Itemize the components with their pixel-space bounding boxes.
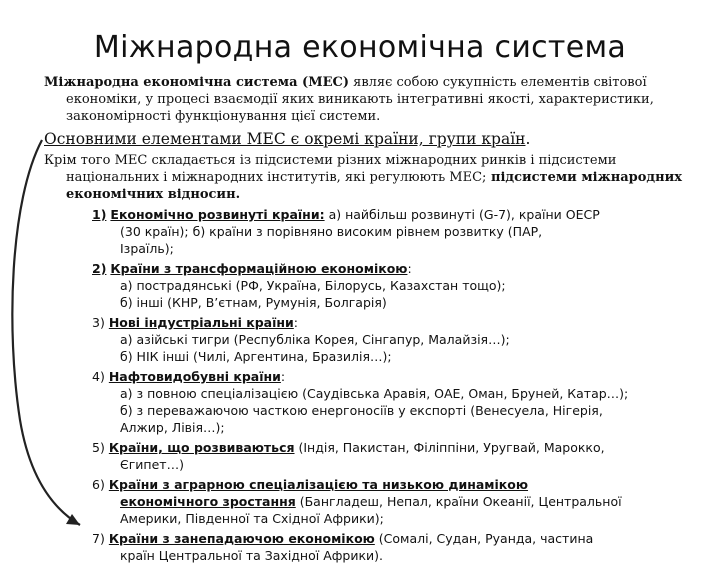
intro-line-2: економіки, у процесі взаємодії яких виникають інтегративні якості, характеристики, — [66, 92, 654, 107]
main-elements-paragraph — [44, 129, 684, 149]
list-item — [92, 439, 712, 473]
item-text-cont: Єгипет…) — [120, 457, 184, 472]
item-heading-colon: : — [407, 261, 412, 276]
subsystems-line-3: економічних відносин. — [66, 187, 241, 202]
intro-term: Міжнародна економічна система (МЕС) — [44, 75, 349, 90]
country-groups-list — [92, 206, 712, 564]
item-text-cont: країн Центральної та Західної Африки). — [120, 548, 384, 563]
intro-line-3: закономірності функціонування цієї системи. — [66, 109, 381, 124]
list-item — [92, 368, 712, 436]
arrow-head — [66, 514, 80, 525]
item-heading: Нові індустріальні країни — [108, 315, 294, 330]
item-number: 1) — [92, 207, 107, 222]
item-text: (Індія, Пакистан, Філіппіни, Уругвай, Марокко, — [294, 440, 605, 455]
item-heading: Країни з занепадаючою економікою — [108, 531, 375, 546]
intro-line-1 — [44, 74, 684, 91]
item-sub-b-cont: Алжир, Лівія…); — [120, 420, 225, 435]
item-heading: Країни, що розвиваються — [108, 440, 295, 455]
list-item — [92, 530, 712, 564]
subsystems-line-2 — [44, 169, 684, 186]
intro-paragraph — [44, 74, 684, 125]
item-heading-cont: економічного зростання — [120, 494, 296, 509]
item-sub-a: а) пострадянські (РФ, Україна, Білорусь, Казахстан тощо); — [120, 278, 506, 293]
item-heading-colon: : — [280, 369, 286, 384]
item-sub-b: б) НІК інші (Чилі, Аргентина, Бразилія…); — [120, 349, 392, 364]
item-number: 4) — [92, 369, 105, 384]
subsystems-line-1: Крім того МЕС складається із підсистеми різних міжнародних ринків і підсистеми — [44, 153, 617, 168]
list-item — [92, 476, 712, 527]
item-heading: Нафтовидобувні країни — [108, 369, 281, 384]
subsystems-line-2-plain: національних і міжнародних інститутів, які регулюють МЕС; — [66, 170, 487, 185]
item-number: 2) — [92, 261, 107, 276]
item-sub-b: б) з переважаючою часткою енергоносіїв у експорті (Венесуела, Нігерія, — [120, 403, 603, 418]
item-text: (Сомалі, Судан, Руанда, частина — [374, 531, 594, 546]
item-text-cont: Ізраїль); — [120, 241, 174, 256]
slide-title: Міжнародна економічна система — [93, 30, 627, 65]
subsystems-line-2-bold: підсистеми міжнародних — [486, 170, 682, 185]
item-number: 5) — [92, 440, 105, 455]
list-item — [92, 206, 712, 257]
item-heading: Економічно розвинуті країни: — [110, 207, 325, 222]
item-text-cont: (30 країн); б) країни з порівняно високим рівнем розвитку (ПАР, — [120, 224, 543, 239]
subsystems-paragraph — [44, 152, 684, 203]
item-number: 6) — [92, 477, 105, 492]
item-heading: Країни з аграрною спеціалізацією та низькою динамікою — [108, 477, 529, 492]
list-item — [92, 260, 712, 311]
item-number: 7) — [92, 531, 105, 546]
item-sub-a: а) азійські тигри (Республіка Корея, Сінгапур, Малайзія…); — [120, 332, 510, 347]
main-elements-end: . — [525, 130, 531, 148]
item-sub-b: б) інші (КНР, В’єтнам, Румунія, Болгарія) — [120, 295, 387, 310]
list-item — [92, 314, 712, 365]
item-text: а) найбільш розвинуті (G-7), країни ОЕСР — [324, 207, 600, 222]
intro-line-1-rest: являє собою сукупність елементів світової — [349, 75, 647, 90]
item-number: 3) — [92, 315, 105, 330]
item-heading: Країни з трансформаційною економікою — [110, 261, 408, 276]
item-heading-colon: : — [293, 315, 299, 330]
item-text-cont: Америки, Південної та Східної Африки); — [120, 511, 384, 526]
main-elements-text: Основними елементами МЕС є окремі країни, групи країн — [44, 130, 526, 148]
item-text: (Бангладеш, Непал, країни Океанії, Центральної — [295, 494, 622, 509]
item-sub-a: а) з повною спеціалізацією (Саудівська Аравія, ОАЕ, Оман, Бруней, Катар…); — [120, 386, 629, 401]
